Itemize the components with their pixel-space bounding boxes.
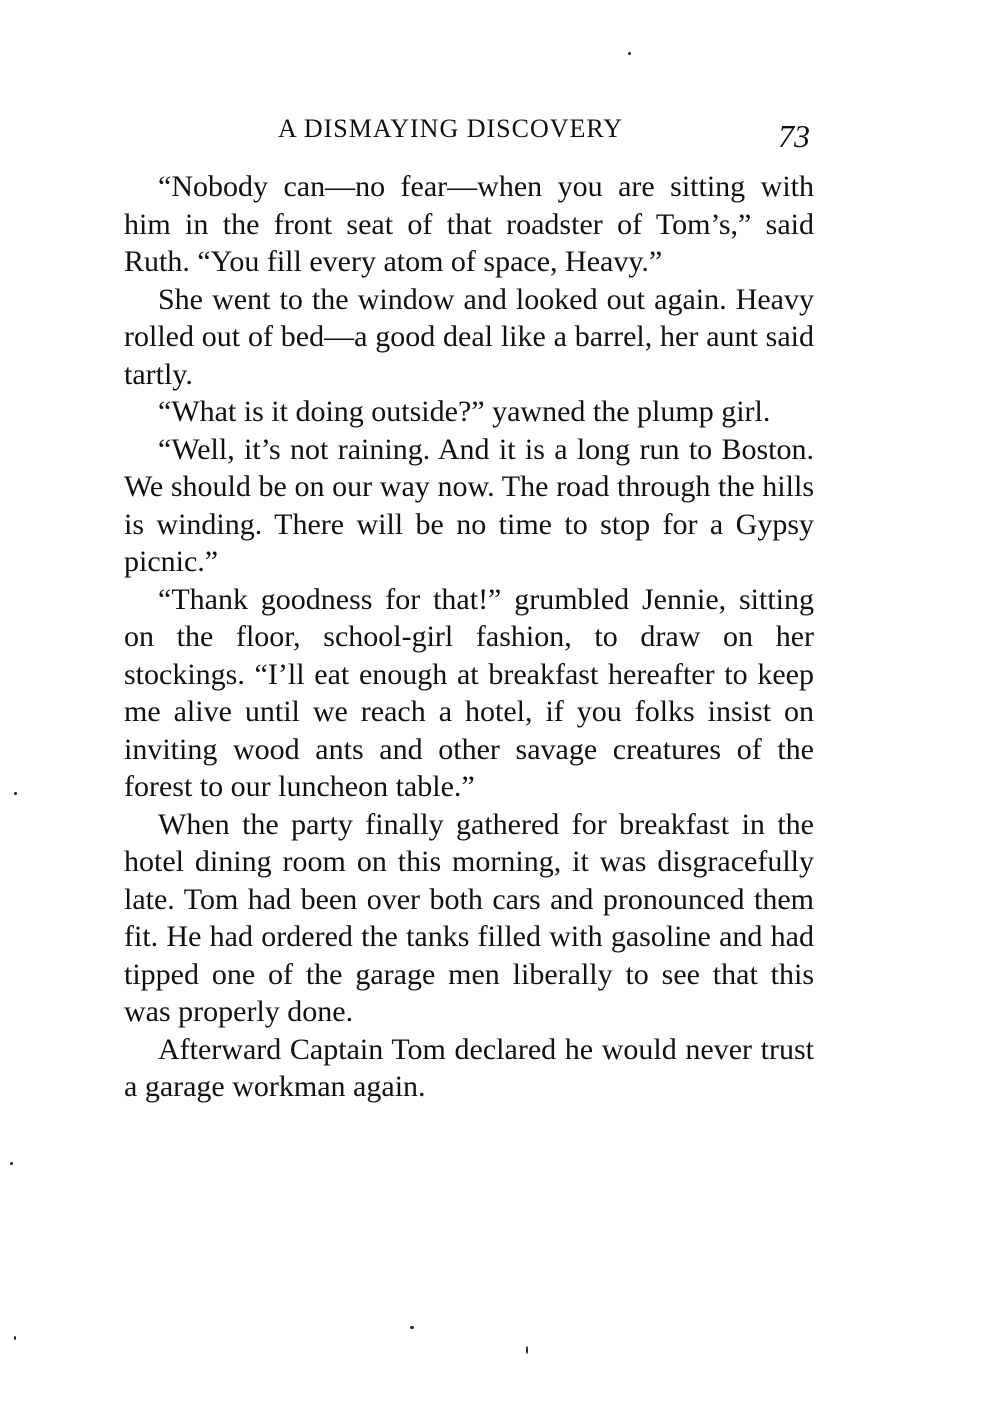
scan-speck (14, 1336, 16, 1340)
paragraph-3: “What is it doing outside?” yawned the plump girl. (158, 395, 771, 428)
paragraph-2: She went to the window and looked out again. Heavy rolled out of bed—a good deal like a barrel, her aunt said tartly. (124, 282, 814, 391)
paragraph-1: “Nobody can—no fear—when you are sitting with him in the front seat of that roadster of Tom’s,” said Ruth. “You fill every atom of space, Heavy.” (124, 170, 814, 278)
body-text (124, 168, 814, 1106)
scan-speck (410, 1326, 414, 1329)
paragraph-7: Afterward Captain Tom declared he would never trust a garage workman again. (124, 1032, 814, 1103)
page-number: 73 (778, 118, 810, 154)
scan-speck (14, 792, 17, 795)
scan-speck (628, 52, 631, 55)
paragraph-5: “Thank goodness for that!” grumbled Jennie, sitting on the floor, school-girl fashion, to draw on her stockings. “I’ll eat enough at breakfast hereafter to keep me alive until we reach a hotel, if you folks insist on inviting wood ants and other savage creatures of the forest to our luncheon table.” (124, 582, 814, 803)
running-head: A DISMAYING DISCOVERY (278, 114, 624, 143)
paragraph-4: “Well, it’s not raining. And it is a long run to Boston. We should be on our way now. The road through the hills is winding. There will be no time to stop for a Gypsy picnic.” (124, 432, 814, 578)
paragraph-6: When the party finally gathered for breakfast in the hotel dining room on this morning, it was disgracefully late. Tom had been over both cars and pronounced them fit. He had ordered the tanks filled with gasoline and had tipped one of the garage men liberally to see that this was properly done. (124, 807, 814, 1028)
scan-speck (10, 1162, 13, 1165)
scan-speck (526, 1346, 528, 1354)
